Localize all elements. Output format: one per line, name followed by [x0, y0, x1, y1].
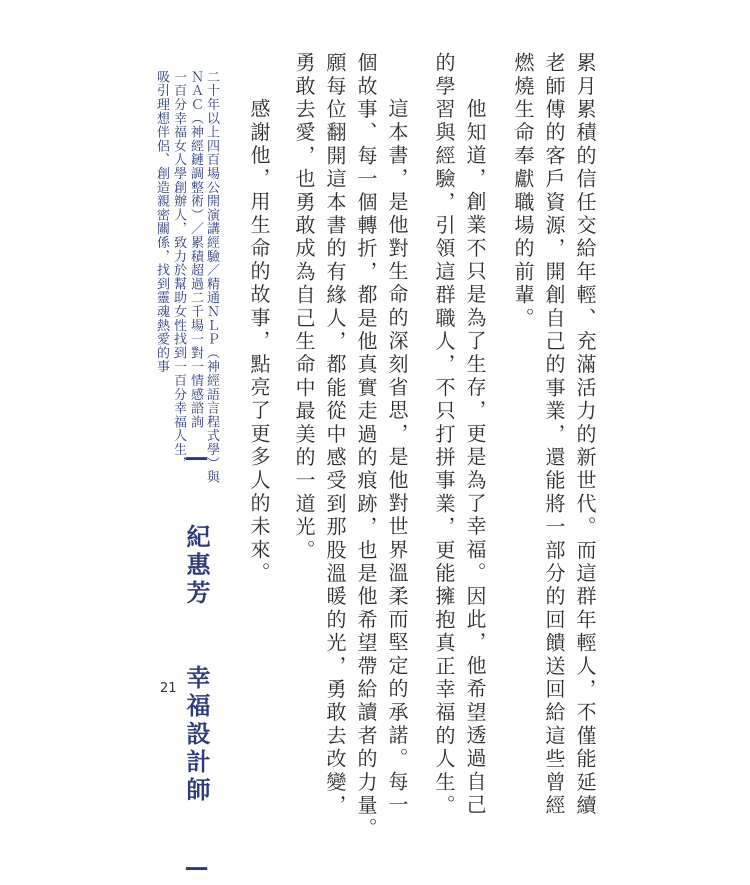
- bio-line-4: 吸引理想伴侶、創造親密關係，找到靈魂熱愛的事: [154, 70, 169, 374]
- bio-line-3: 一百分幸福女人學創辦人，致力於幫助女性找到一百分幸福人生，: [171, 70, 186, 471]
- author-name: 紀惠芳: [182, 524, 211, 608]
- paragraph-3-line-4: 勇敢去愛，也勇敢成為自己生命中最美的一道光。: [292, 52, 316, 563]
- paragraph-3-line-2: 個故事、每一個轉折，都是他真實走過的痕跡，也是他希望帶給讀者的力量。: [354, 52, 378, 841]
- paragraph-2-line-2: 的學習與經驗，引領這群職人，不只打拼事業，更能擁抱真正幸福的人生。: [432, 52, 456, 818]
- paragraph-1-line-2: 老師傅的客戶資源，開創自己的事業，還能將一部分的回饋送回給這些曾經: [542, 52, 566, 818]
- paragraph-1-line-3: 燃燒生命奉獻職場的前輩。: [511, 52, 535, 331]
- bio-line-1: 二十年以上四百場公開演講經驗／精通ＮＬＰ（神經語言程式學）與: [204, 70, 219, 484]
- paragraph-2-line-1: 他知道，創業不只是為了生存，更是為了幸福。因此，他希望透過自己: [463, 98, 487, 818]
- signature-dash-top: —: [182, 442, 211, 475]
- page-number: 21: [160, 681, 177, 696]
- paragraph-3-line-1: 這本書，是他對生命的深刻省思，是他對世界溫柔而堅定的承諾。每一: [385, 98, 409, 818]
- bio-line-2: ＮＡＣ（神經鏈調整術）／累積超過二千場一對一情感諮詢: [188, 70, 203, 429]
- author-title: 幸福設計師: [182, 665, 211, 805]
- paragraph-1-line-1: 累月累積的信任交給年輕、充滿活力的新世代。而這群年輕人，不僅能延續: [573, 52, 597, 818]
- paragraph-4-line-1: 感謝他，用生命的故事，點亮了更多人的未來。: [247, 98, 271, 586]
- author-signature: [184, 442, 214, 885]
- paragraph-3-line-3: 願每位翻開這本書的有緣人，都能從中感受到那股溫暖的光，勇敢去改變，: [323, 52, 347, 818]
- signature-dash-bottom: —: [182, 852, 211, 885]
